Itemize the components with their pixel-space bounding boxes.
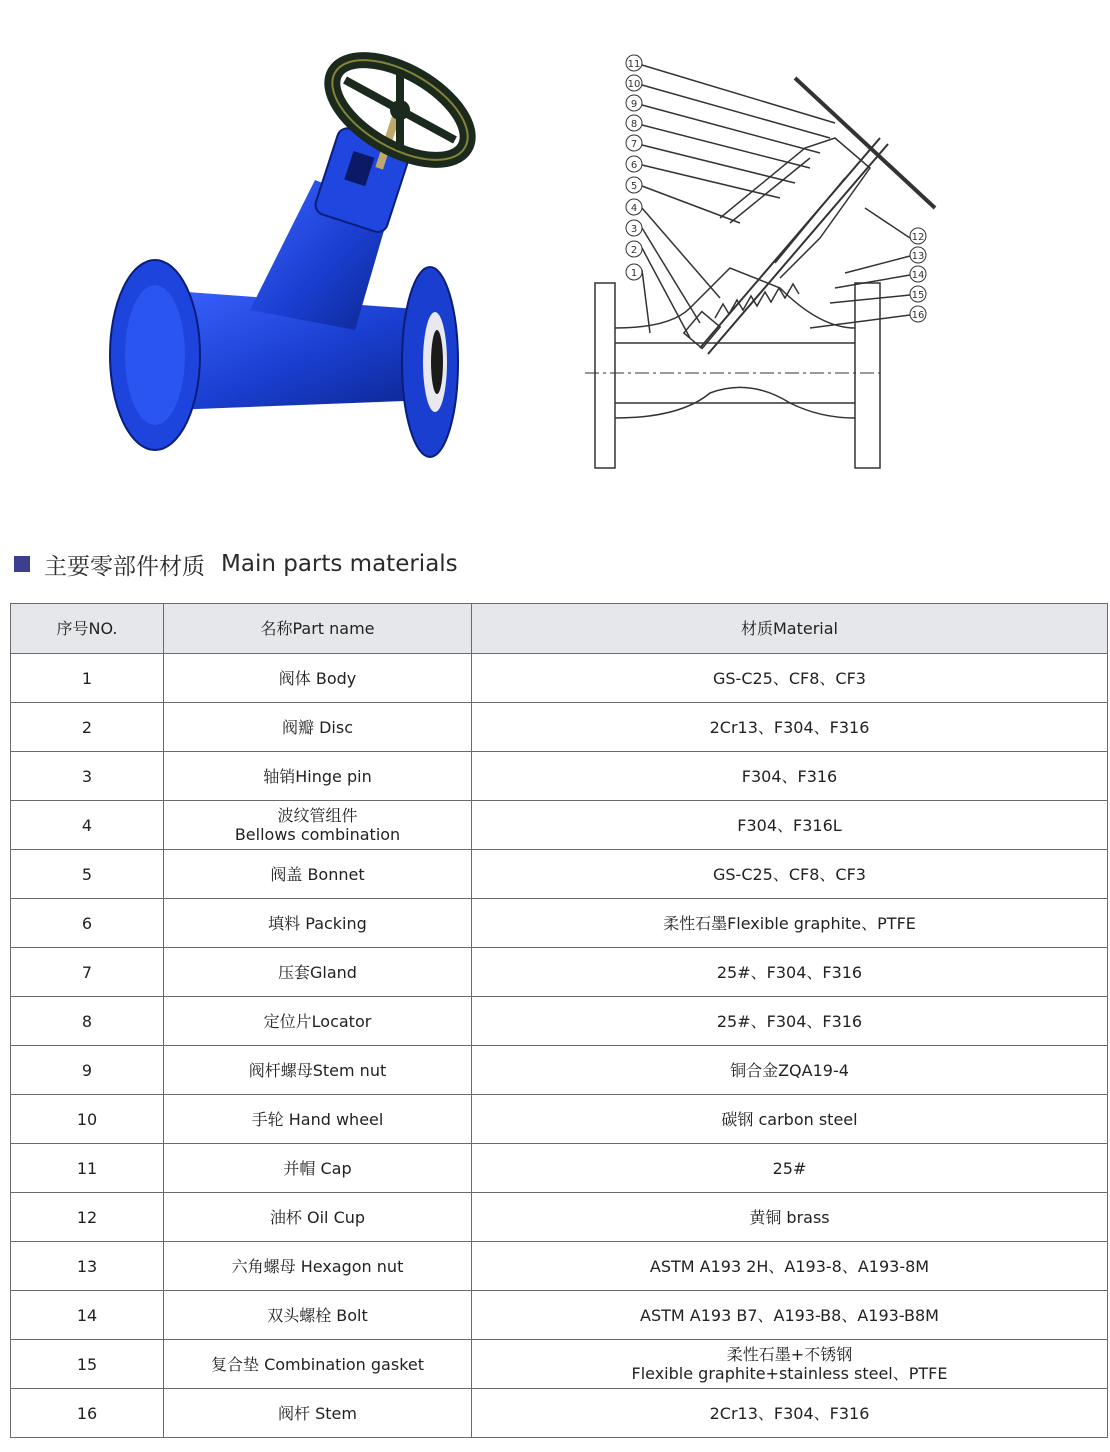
cell-no <box>11 850 164 899</box>
section-title <box>14 546 458 582</box>
svg-text:7: 7 <box>630 139 638 150</box>
table-row <box>11 1291 1108 1340</box>
cell-part-name <box>164 1095 472 1144</box>
cell-material <box>472 801 1108 850</box>
materials-table <box>10 603 1108 1438</box>
table-row <box>11 801 1108 850</box>
table-row <box>11 850 1108 899</box>
cell-material <box>472 1340 1108 1389</box>
cell-material <box>472 752 1108 801</box>
cell-material-text: 2Cr13、F304、F316 <box>709 1403 870 1423</box>
cell-part-name <box>164 752 472 801</box>
cell-no-text: 16 <box>76 1403 98 1423</box>
cell-no-text: 6 <box>81 913 93 933</box>
table-header-row <box>11 604 1108 654</box>
callout-5 <box>626 177 642 193</box>
cell-no <box>11 1242 164 1291</box>
cell-no-text: 4 <box>81 815 93 835</box>
cell-no-text: 15 <box>76 1354 98 1374</box>
svg-text:9: 9 <box>630 99 638 110</box>
cell-part-name-text: 六角螺母 Hexagon nut <box>231 1256 404 1276</box>
cell-material-text: F304、F316L <box>737 815 842 835</box>
cell-part-name-text: 阀杆螺母Stem nut <box>248 1060 387 1080</box>
callout-1 <box>626 264 642 280</box>
cell-material-text: GS-C25、CF8、CF3 <box>713 864 866 884</box>
cell-material-text: Flexible graphite+stainless steel、PTFE <box>631 1364 948 1383</box>
header-no: 序号NO. <box>11 604 164 654</box>
svg-text:4: 4 <box>630 203 638 214</box>
callout-10 <box>626 75 642 91</box>
callout-14 <box>910 266 926 282</box>
cell-material-text: 25#、F304、F316 <box>716 1011 863 1031</box>
cell-no <box>11 654 164 703</box>
cell-no-text: 11 <box>76 1158 98 1178</box>
cell-no <box>11 752 164 801</box>
callout-11 <box>626 55 642 71</box>
cell-part-name <box>164 1144 472 1193</box>
callout-3 <box>626 220 642 236</box>
cell-no-text: 3 <box>81 766 93 786</box>
callout-4 <box>626 199 642 215</box>
cell-no <box>11 1193 164 1242</box>
cell-no <box>11 1291 164 1340</box>
cell-no-text: 8 <box>81 1011 93 1031</box>
svg-text:5: 5 <box>630 181 638 192</box>
table-row <box>11 654 1108 703</box>
cell-material-text: 碳钢 carbon steel <box>721 1109 858 1129</box>
cell-no-text: 14 <box>76 1305 98 1325</box>
cell-material <box>472 850 1108 899</box>
cell-material <box>472 654 1108 703</box>
section-title-cn: 主要零部件材质 <box>44 553 205 580</box>
cell-material-text: 黄铜 brass <box>749 1207 830 1227</box>
table-row <box>11 997 1108 1046</box>
table-row <box>11 703 1108 752</box>
cell-part-name-text: 阀杆 Stem <box>278 1403 357 1423</box>
table-row <box>11 899 1108 948</box>
cell-material-text: 25# <box>772 1158 807 1178</box>
cell-part-name-text: 压套Gland <box>278 962 357 982</box>
svg-text:11: 11 <box>627 59 641 70</box>
cell-part-name-text: 轴销Hinge pin <box>263 766 372 786</box>
svg-text:14: 14 <box>911 270 925 281</box>
callout-15 <box>910 286 926 302</box>
callout-7 <box>626 135 642 151</box>
cell-no <box>11 899 164 948</box>
cell-part-name-text: 双头螺栓 Bolt <box>267 1305 368 1325</box>
callout-2 <box>626 241 642 257</box>
cell-part-name-text: 波纹管组件 <box>277 806 358 825</box>
svg-text:6: 6 <box>630 160 638 171</box>
cell-part-name <box>164 948 472 997</box>
cell-part-name <box>164 1389 472 1438</box>
cell-part-name <box>164 1291 472 1340</box>
cell-no <box>11 801 164 850</box>
callout-8 <box>626 115 642 131</box>
cell-material <box>472 703 1108 752</box>
cell-no-text: 10 <box>76 1109 98 1129</box>
svg-text:10: 10 <box>627 79 641 90</box>
cell-material-text: 25#、F304、F316 <box>716 962 863 982</box>
cell-part-name <box>164 703 472 752</box>
svg-text:12: 12 <box>911 232 925 243</box>
table-row <box>11 1242 1108 1291</box>
table-row <box>11 1046 1108 1095</box>
header-part-name: 名称Part name <box>164 604 472 654</box>
svg-text:3: 3 <box>630 224 638 235</box>
svg-text:13: 13 <box>911 251 925 262</box>
cell-material-text: 柔性石墨+不锈钢 <box>726 1345 853 1364</box>
table-row <box>11 1095 1108 1144</box>
svg-text:16: 16 <box>911 310 925 321</box>
cell-material-text: 柔性石墨Flexible graphite、PTFE <box>663 913 916 933</box>
cell-part-name-text: 填料 Packing <box>268 913 367 933</box>
callout-6 <box>626 156 642 172</box>
cell-part-name-text: 阀盖 Bonnet <box>270 864 365 884</box>
cell-no-text: 7 <box>81 962 93 982</box>
cell-part-name <box>164 899 472 948</box>
cell-material-text: 铜合金ZQA19-4 <box>730 1060 849 1080</box>
cell-part-name <box>164 1046 472 1095</box>
table-row <box>11 1340 1108 1389</box>
svg-text:8: 8 <box>630 119 638 130</box>
table-row <box>11 752 1108 801</box>
cell-part-name-text: 阀瓣 Disc <box>282 717 353 737</box>
cell-no <box>11 703 164 752</box>
cell-part-name-text: 手轮 Hand wheel <box>251 1109 384 1129</box>
cell-material-text: ASTM A193 B7、A193-B8、A193-B8M <box>640 1305 939 1325</box>
valve-photo <box>100 40 520 480</box>
section-title-en: Main parts materials <box>221 551 458 577</box>
cell-part-name-text: Bellows combination <box>234 825 401 844</box>
cell-part-name <box>164 654 472 703</box>
valve-section-drawing <box>580 48 960 478</box>
cell-part-name <box>164 997 472 1046</box>
cell-no <box>11 948 164 997</box>
cell-material-text: ASTM A193 2H、A193-8、A193-8M <box>649 1256 930 1276</box>
cell-no-text: 5 <box>81 864 93 884</box>
cell-material <box>472 1144 1108 1193</box>
table-row <box>11 1144 1108 1193</box>
cell-material-text: 2Cr13、F304、F316 <box>709 717 870 737</box>
cell-no <box>11 1046 164 1095</box>
cell-no <box>11 1144 164 1193</box>
cell-material <box>472 1291 1108 1340</box>
cell-part-name <box>164 801 472 850</box>
table-row <box>11 1389 1108 1438</box>
title-square-icon <box>14 556 30 572</box>
callout-12 <box>910 228 926 244</box>
cell-no-text: 1 <box>81 668 93 688</box>
cell-material-text: GS-C25、CF8、CF3 <box>713 668 866 688</box>
cell-no <box>11 1340 164 1389</box>
cell-no <box>11 1389 164 1438</box>
table-row <box>11 948 1108 997</box>
cell-material <box>472 1095 1108 1144</box>
cell-material <box>472 1193 1108 1242</box>
cell-no <box>11 1095 164 1144</box>
cell-no-text: 13 <box>76 1256 98 1276</box>
callout-9 <box>626 95 642 111</box>
cell-material <box>472 1242 1108 1291</box>
cell-part-name <box>164 1242 472 1291</box>
cell-part-name-text: 阀体 Body <box>278 668 357 688</box>
cell-no <box>11 997 164 1046</box>
cell-no-text: 12 <box>76 1207 98 1227</box>
table-row <box>11 1193 1108 1242</box>
cell-material <box>472 1389 1108 1438</box>
svg-text:15: 15 <box>911 290 925 301</box>
cell-part-name-text: 并帽 Cap <box>283 1158 352 1178</box>
cell-part-name <box>164 850 472 899</box>
callout-16 <box>910 306 926 322</box>
header-material: 材质Material <box>472 604 1108 654</box>
callout-13 <box>910 247 926 263</box>
cell-no-text: 9 <box>81 1060 93 1080</box>
cell-material <box>472 1046 1108 1095</box>
svg-text:1: 1 <box>630 268 638 279</box>
cell-part-name-text: 油杯 Oil Cup <box>269 1207 366 1227</box>
cell-material <box>472 997 1108 1046</box>
svg-text:2: 2 <box>630 245 638 256</box>
cell-part-name-text: 定位片Locator <box>263 1011 372 1031</box>
cell-material <box>472 899 1108 948</box>
cell-material <box>472 948 1108 997</box>
cell-part-name-text: 复合垫 Combination gasket <box>210 1354 425 1374</box>
cell-part-name <box>164 1193 472 1242</box>
cell-no-text: 2 <box>81 717 93 737</box>
cell-material-text: F304、F316 <box>741 766 838 786</box>
cell-part-name <box>164 1340 472 1389</box>
